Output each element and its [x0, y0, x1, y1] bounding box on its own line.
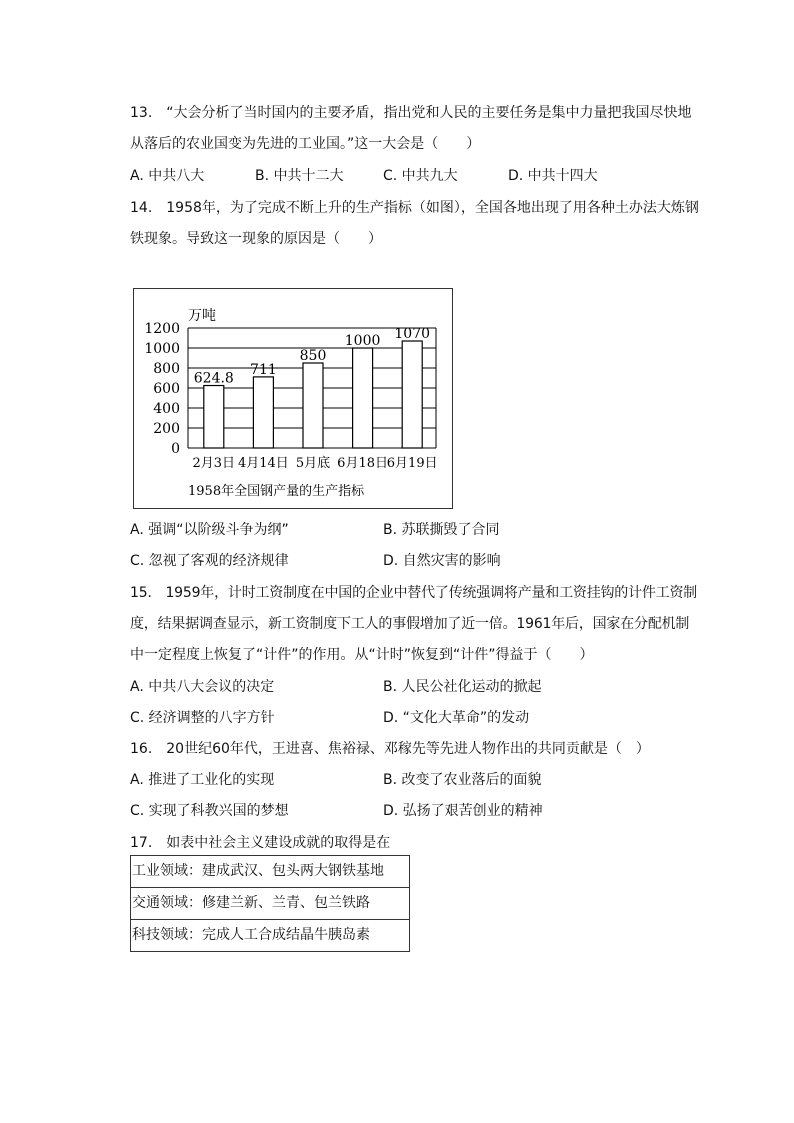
- bar-value-label: 1000: [344, 333, 381, 349]
- q15-option-c[interactable]: C. 经济调整的八字方针: [130, 710, 275, 726]
- chart-title: 1958年全国钢产量的生产指标: [188, 484, 365, 499]
- q13-option-b[interactable]: B. 中共十二大: [255, 168, 344, 184]
- steel-target-chart: [133, 288, 453, 509]
- y-tick-label: 600: [153, 381, 180, 397]
- y-tick-label: 800: [153, 361, 180, 377]
- q13-option-c[interactable]: C. 中共九大: [383, 168, 458, 184]
- q15-stem-line2: 度，结果据调查显示，新工资制度下工人的事假增加了近一倍。1961年后，国家在分配机制: [130, 616, 690, 632]
- q15-stem-line3: 中一定程度上恢复了“计件”的作用。从“计时”恢复到“计件”得益于（ ）: [130, 647, 594, 663]
- table-cell: 科技领域：完成人工合成结晶牛胰岛素: [131, 920, 410, 952]
- bar-value-label: 711: [250, 361, 277, 378]
- q15-option-a[interactable]: A. 中共八大会议的决定: [130, 679, 275, 695]
- q16-stem-line1: 16. 20世纪60年代，王进喜、焦裕禄、邓稼先等先进人物作出的共同贡献是（ ）: [130, 741, 650, 757]
- bar: [303, 363, 323, 448]
- q15-option-b[interactable]: B. 人民公社化运动的掀起: [383, 679, 542, 695]
- bar-value-label: 1070: [394, 326, 431, 342]
- q14-option-a[interactable]: A. 强调“以阶级斗争为纲”: [130, 522, 289, 538]
- q15-stem-line1: 15. 1959年，计时工资制度在中国的企业中替代了传统强调将产量和工资挂钩的计件工资制: [130, 585, 698, 601]
- q14-option-c[interactable]: C. 忽视了客观的经济规律: [130, 553, 289, 569]
- y-tick-label: 1200: [144, 321, 180, 337]
- q13-option-d[interactable]: D. 中共十四大: [508, 168, 598, 184]
- x-category-label: 2月3日: [192, 456, 236, 471]
- q16-option-d[interactable]: D. 弘扬了艰苦创业的精神: [383, 803, 543, 819]
- q14-stem-line1: 14. 1958年，为了完成不断上升的生产指标（如图），全国各地出现了用各种土办法大炼钢: [130, 200, 699, 216]
- table-cell: 交通领域：修建兰新、兰青、包兰铁路: [131, 888, 410, 920]
- bar: [353, 348, 373, 448]
- bar-value-label: 624.8: [193, 370, 234, 387]
- q16-option-c[interactable]: C. 实现了科教兴国的梦想: [130, 803, 289, 819]
- table-row: [131, 856, 410, 888]
- table-row: [131, 920, 410, 952]
- q13-option-a[interactable]: A. 中共八大: [130, 168, 205, 184]
- q14-stem-line2: 铁现象。导致这一现象的原因是（ ）: [130, 231, 382, 247]
- y-unit-label: 万吨: [188, 308, 216, 324]
- q16-option-b[interactable]: B. 改变了农业落后的面貌: [383, 772, 542, 788]
- bar: [253, 377, 273, 448]
- q13-stem-line2: 从落后的农业国变为先进的工业国。”这一大会是（ ）: [130, 136, 481, 152]
- table-row: [131, 888, 410, 920]
- q16-option-a[interactable]: A. 推进了工业化的实现: [130, 772, 275, 788]
- q13-stem-line1: 13. “大会分析了当时国内的主要矛盾，指出党和人民的主要任务是集中力量把我国尽快地: [130, 105, 692, 121]
- x-category-label: 5月底: [295, 456, 331, 471]
- x-category-label: 6月18日: [337, 456, 389, 471]
- y-tick-label: 400: [153, 401, 180, 417]
- bar-chart: [134, 289, 452, 508]
- x-category-label: 4月14日: [237, 456, 289, 471]
- q15-option-d[interactable]: D. “文化大革命”的发动: [383, 710, 530, 726]
- bar-value-label: 850: [299, 348, 327, 364]
- q17-stem-line1: 17. 如表中社会主义建设成就的取得是在: [130, 835, 391, 851]
- q14-option-d[interactable]: D. 自然灾害的影响: [383, 553, 501, 569]
- bar: [402, 341, 422, 448]
- table-cell: 工业领域：建成武汉、包头两大钢铁基地: [131, 856, 410, 888]
- x-category-label: 6月19日: [386, 456, 438, 471]
- y-tick-label: 0: [171, 441, 180, 457]
- achievements-table: [130, 855, 410, 952]
- y-tick-label: 200: [153, 421, 180, 437]
- y-tick-label: 1000: [144, 341, 180, 357]
- q14-option-b[interactable]: B. 苏联撕毁了合同: [383, 522, 500, 538]
- bar: [204, 386, 224, 448]
